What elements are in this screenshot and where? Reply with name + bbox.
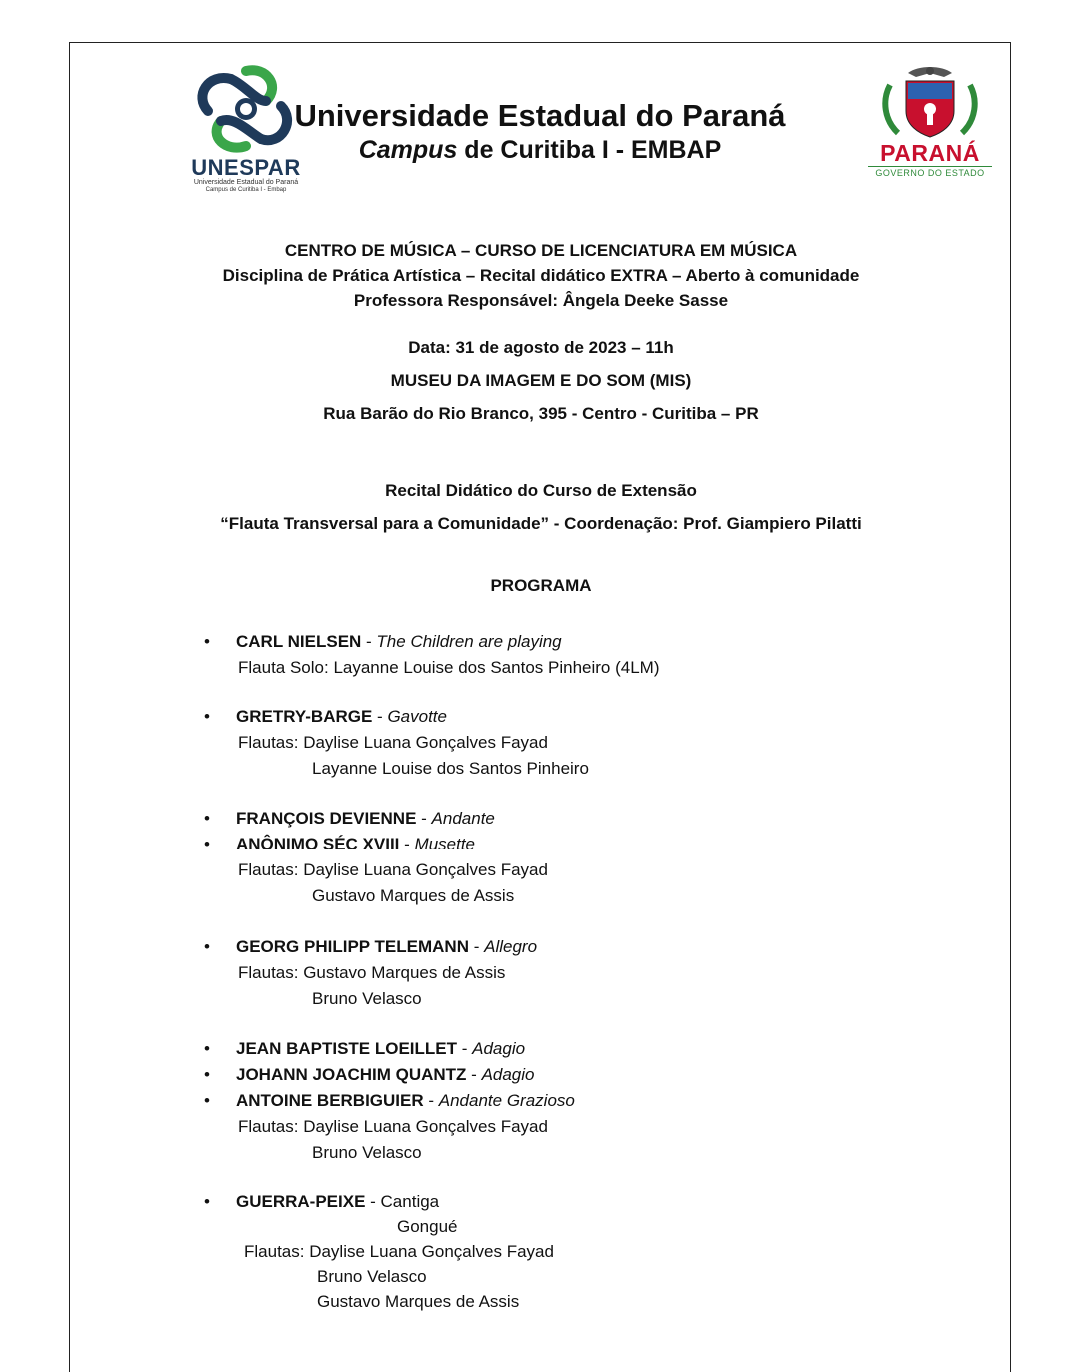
performers: Flautas: Daylise Luana Gonçalves Fayad [238,733,548,752]
performer: Bruno Velasco [317,1267,427,1286]
work: Andante Grazioso [438,1091,575,1110]
program-heading: PROGRAMA [490,576,592,595]
performers: Flautas: Daylise Luana Gonçalves Fayad [244,1242,554,1261]
work: Cantiga [380,1192,440,1211]
work: The Children are playing [376,632,562,651]
work-2: Gongué [397,1217,458,1236]
university-name: Universidade Estadual do Paraná [294,98,786,133]
campus-word: Campus [358,136,458,164]
list-item: GUERRA-PEIXE - Cantiga [236,1192,440,1211]
event-date: Data: 31 de agosto de 2023 – 11h [408,338,674,357]
performers: Flautas: Gustavo Marques de Assis [238,963,506,982]
course-line-2: Disciplina de Prática Artística – Recital didático EXTRA – Aberto à comunidade [222,266,860,285]
parana-coat-of-arms-icon [868,65,992,139]
list-item: FRANÇOIS DEVIENNE - Andante [236,809,495,828]
event-address: Rua Barão do Rio Branco, 395 - Centro - Curitiba – PR [323,404,759,423]
unespar-logo-word: UNESPAR [191,155,301,180]
course-line-3: Professora Responsável: Ângela Deeke Sasse [353,291,729,310]
performer: Layanne Louise dos Santos Pinheiro [312,759,589,778]
parana-logo [868,65,992,183]
list-item: CARL NIELSEN - The Children are playing [236,632,562,651]
bullet: • [204,809,210,828]
recital-subtitle: “Flauta Transversal para a Comunidade” - Coordenação: Prof. Giampiero Pilatti [220,514,862,533]
campus-name [270,134,810,166]
performer: Gustavo Marques de Assis [317,1292,520,1311]
composer: JOHANN JOACHIM QUANTZ [236,1065,467,1084]
bullet: • [204,1192,210,1211]
list-item: GRETRY-BARGE - Gavotte [236,707,447,726]
work: Adagio [472,1039,526,1058]
bullet: • [204,632,210,651]
bullet: • [204,1091,210,1110]
performers: Flauta Solo: Layanne Louise dos Santos Pinheiro (4LM) [238,658,660,677]
bullet: • [204,1065,210,1084]
unespar-logo-subtitle-1: Universidade Estadual do Paraná [193,179,299,186]
work: Musette [414,835,476,849]
bullet: • [204,1039,210,1058]
bullet: • [204,707,210,726]
composer: ANTOINE BERBIGUIER [236,1091,424,1110]
composer: GUERRA-PEIXE [236,1192,366,1211]
list-item: ANTOINE BERBIGUIER - Andante Grazioso [236,1091,575,1110]
composer: JEAN BAPTISTE LOEILLET [236,1039,458,1058]
composer: CARL NIELSEN [236,632,362,651]
work: Adagio [481,1065,535,1084]
bullet: • [204,835,210,854]
list-item: JOHANN JOACHIM QUANTZ - Adagio [236,1065,535,1084]
parana-logo-word: PARANÁ [880,140,980,166]
performers: Flautas: Daylise Luana Gonçalves Fayad [238,860,548,879]
list-item: JEAN BAPTISTE LOEILLET - Adagio [236,1039,526,1058]
course-line-1: CENTRO DE MÚSICA – CURSO DE LICENCIATURA EM MÚSICA [284,241,798,260]
list-item: ANÔNIMO SÉC XVIII - Musette [236,832,475,849]
event-venue: MUSEU DA IMAGEM E DO SOM (MIS) [390,371,692,390]
work: Gavotte [387,707,447,726]
performer: Gustavo Marques de Assis [312,886,515,905]
composer: GRETRY-BARGE [236,707,373,726]
recital-title: Recital Didático do Curso de Extensão [385,481,697,500]
composer: ANÔNIMO SÉC XVIII [236,835,400,849]
campus-rest: de Curitiba I - EMBAP [457,136,722,164]
work: Andante [431,809,495,828]
composer: GEORG PHILIPP TELEMANN [236,937,469,956]
unespar-logo-subtitle-2: Campus de Curitiba I - Embap [205,187,287,193]
list-item: GEORG PHILIPP TELEMANN - Allegro [236,937,538,956]
composer: FRANÇOIS DEVIENNE [236,809,417,828]
bullet: • [204,937,210,956]
performers: Flautas: Daylise Luana Gonçalves Fayad [238,1117,548,1136]
page-title [270,98,810,166]
document-page [69,42,1011,1372]
performer: Bruno Velasco [312,989,422,1008]
parana-logo-subtitle: GOVERNO DO ESTADO [868,166,992,178]
performer: Bruno Velasco [312,1143,422,1162]
work: Allegro [484,937,538,956]
program-list [204,629,904,1329]
